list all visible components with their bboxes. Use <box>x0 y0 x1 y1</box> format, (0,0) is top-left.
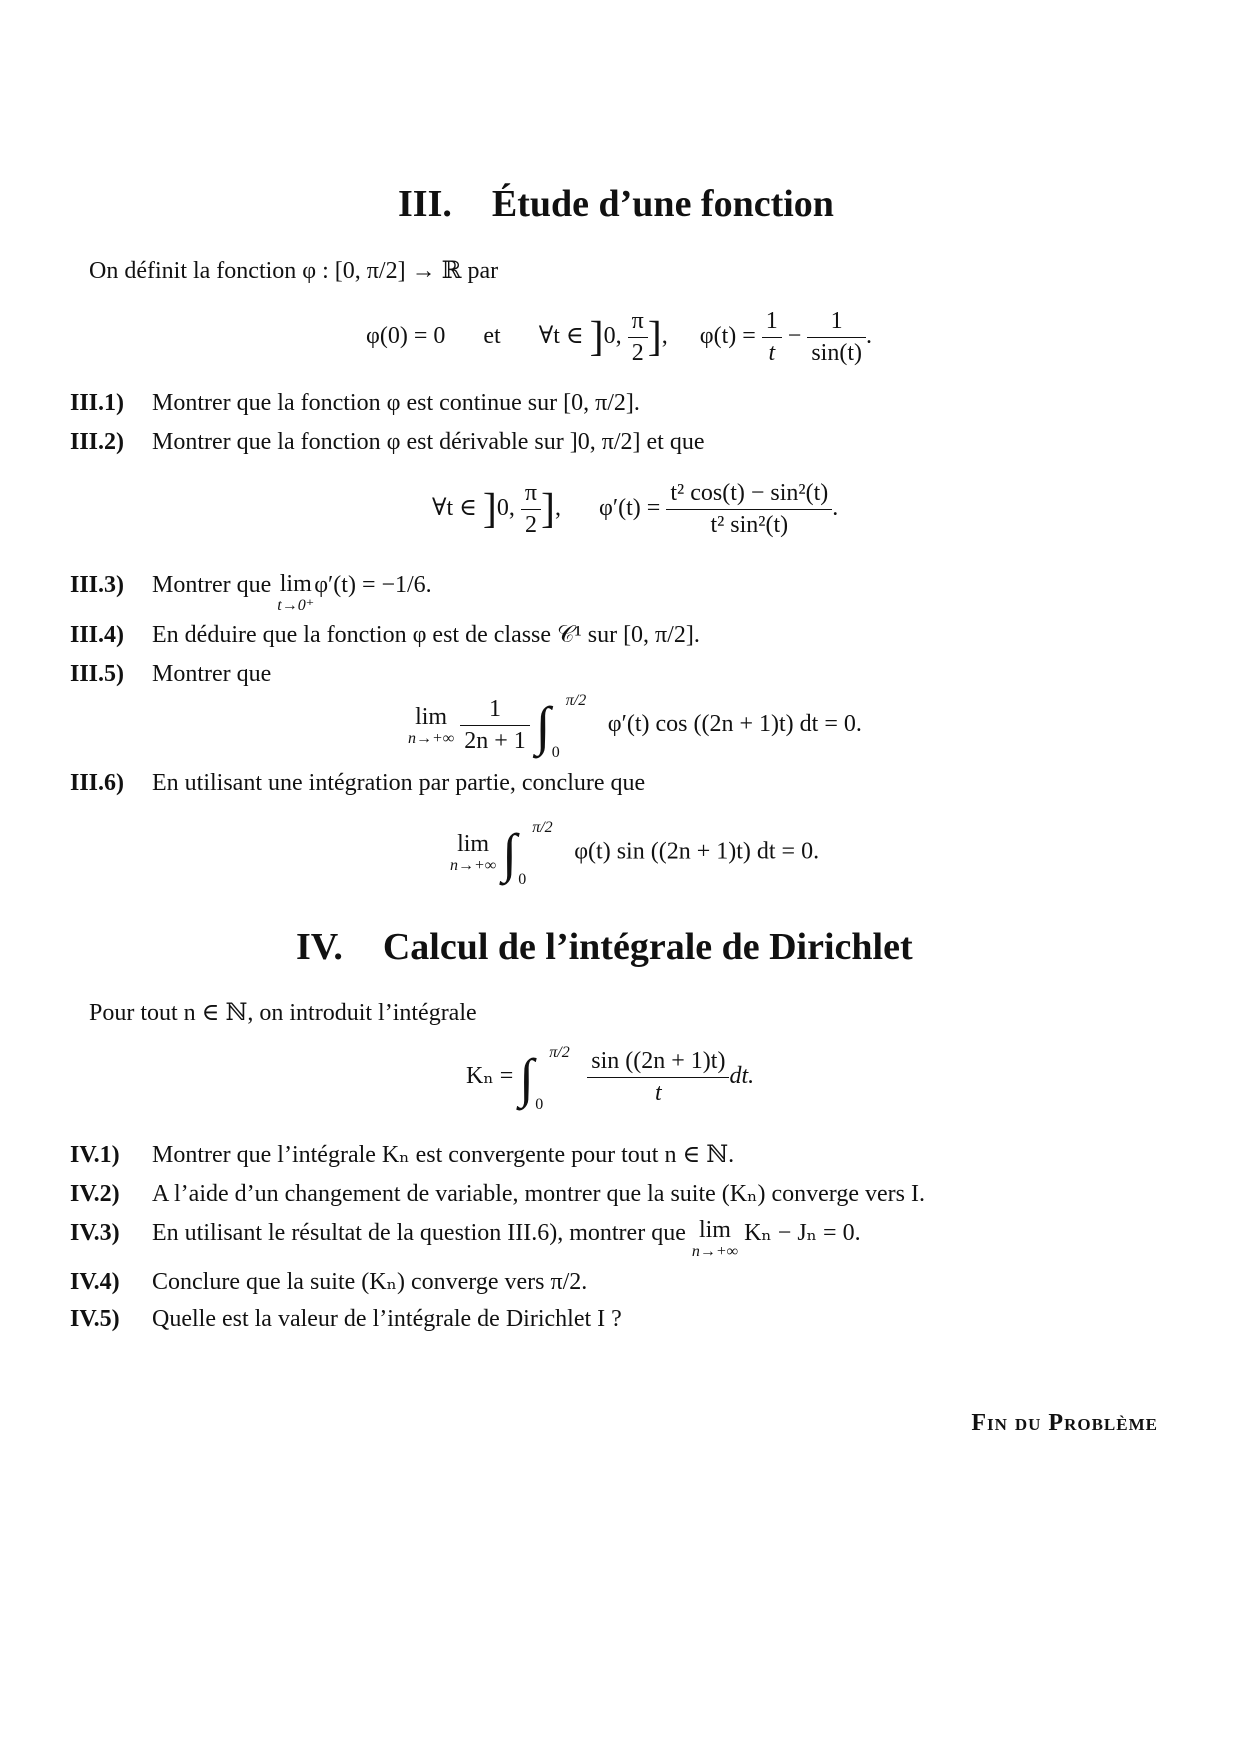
question-label: III.6) <box>70 770 125 796</box>
forall-t: ∀t ∈ <box>432 495 477 522</box>
question-IV-5 <box>70 1306 622 1333</box>
integral-sign: ∫ π/2 0 <box>519 1043 570 1113</box>
limit-operator: lim n→+∞ <box>408 703 455 747</box>
end-of-problem: Fin du Problème <box>971 1410 1158 1436</box>
question-label: III.1) <box>70 390 125 416</box>
section-3-heading: Étude d’une fonction <box>491 183 834 225</box>
question-label: IV.3) <box>70 1220 120 1246</box>
phi-prime: φ′(t) = <box>599 495 661 522</box>
question-text: Quelle est la valeur de l’intégrale de Dirichlet I ? <box>152 1306 622 1332</box>
question-label: IV.5) <box>70 1306 120 1332</box>
integrand: φ(t) sin ((2n + 1)t) dt = 0. <box>574 838 820 865</box>
question-III-6 <box>70 770 645 797</box>
section-3-number: III. <box>398 183 452 225</box>
kn-lhs: Kₙ = <box>466 1063 514 1090</box>
limit-operator: lim t→0⁺ <box>277 571 315 614</box>
minus-sign: − <box>787 323 802 350</box>
phi-t: φ(t) = <box>699 323 756 350</box>
question-label: III.2) <box>70 429 125 455</box>
one-over-t: $\frac{1}{t}$ <box>762 306 782 369</box>
limit-equation-6 <box>450 819 820 888</box>
limit-operator: lim n→+∞ <box>450 831 497 874</box>
phi-zero: φ(0) = 0 <box>366 323 446 350</box>
question-text: Montrer que <box>152 661 272 687</box>
section-4-number: IV. <box>296 926 343 968</box>
definition-equation: φ(0) = 0 et ∀t ∈ ]0, $\frac{\pi}{2}$ ], φ(t) = $\frac{1}{t}$ − $\frac{1}{\sin(t)}$ . <box>366 306 872 369</box>
section-4-title <box>296 925 913 969</box>
question-label: IV.4) <box>70 1269 120 1295</box>
interval-left: 0, <box>603 323 622 350</box>
question-III-5 <box>70 661 271 688</box>
question-text: En utilisant une intégration par partie, conclure que <box>152 770 646 796</box>
question-label: III.4) <box>70 622 125 648</box>
section-4-heading: Calcul de l’intégrale de Dirichlet <box>382 926 913 968</box>
question-text: Montrer que l’intégrale Kₙ est convergente pour tout n ∈ ℕ. <box>152 1142 735 1168</box>
question-IV-4 <box>70 1267 587 1296</box>
question-text: En déduire que la fonction φ est de classe 𝒞¹ sur [0, π/2]. <box>152 622 700 648</box>
section-4-intro: Pour tout n ∈ ℕ, on introduit l’intégrale <box>89 1000 477 1026</box>
question-text: Montrer que la fonction φ est dérivable sur ]0, π/2] et que <box>152 429 705 455</box>
forall-t: ∀t ∈ <box>538 323 584 350</box>
question-III-4 <box>70 622 700 649</box>
integral-sign: ∫ π/2 0 <box>535 691 587 761</box>
question-III-1 <box>70 390 640 417</box>
question-label: IV.2) <box>70 1181 120 1207</box>
derivative-fraction: $\frac{\text{t² cos(t) − sin²(t)}}{\text{t² sin²(t)}}$ <box>666 478 832 541</box>
section-3-intro: On définit la fonction φ : [0, π/2] → ℝ par <box>89 258 499 284</box>
question-label: III.5) <box>70 661 125 687</box>
question-text: Montrer que la fonction φ est continue sur [0, π/2]. <box>152 390 640 416</box>
one-over-2n1: $\frac{1}{2n + 1}$ <box>460 694 530 757</box>
question-IV-2 <box>70 1179 925 1208</box>
pi-over-2: $\frac{\pi}{2}$ <box>628 306 648 369</box>
limit-equation-5 <box>408 691 862 761</box>
derivative-equation: ∀t ∈ ]0, $\frac{\pi}{2}$ ], φ′(t) = $\frac{\text{t² cos(t) − sin²(t)}}{\text{t² sin²(t)}}$ . <box>432 478 838 541</box>
sinc-fraction: $\frac{\sin ((2n + 1)t)}{t}$ <box>587 1046 729 1109</box>
et-word: et <box>483 323 501 350</box>
kn-equation: Kₙ = ∫ π/2 0 $\frac{\sin ((2n + 1)t)}{t}$ dt. <box>466 1043 755 1113</box>
question-III-3: III.3) Montrer que lim t→0⁺ φ′(t) = −1/6. <box>70 571 432 614</box>
question-III-2 <box>70 429 704 456</box>
section-3-title <box>398 182 834 226</box>
integrand: φ′(t) cos ((2n + 1)t) dt = 0. <box>607 711 862 738</box>
question-label: III.3) <box>70 572 125 598</box>
question-text: A l’aide d’un changement de variable, montrer que la suite (Kₙ) converge vers I. <box>152 1181 925 1207</box>
question-IV-3: IV.3) En utilisant le résultat de la question III.6), montrer que lim n→+∞ Kₙ − Jₙ = 0. <box>70 1217 861 1260</box>
question-label: IV.1) <box>70 1142 120 1168</box>
limit-operator: lim n→+∞ <box>691 1217 739 1260</box>
one-over-sin: $\frac{1}{\sin(t)}$ <box>807 306 866 369</box>
question-text: Conclure que la suite (Kₙ) converge vers π/2. <box>152 1269 588 1295</box>
pi-over-2: $\frac{\pi}{2}$ <box>521 478 541 541</box>
question-IV-1 <box>70 1140 734 1169</box>
integral-sign: ∫ π/2 0 <box>502 819 553 888</box>
